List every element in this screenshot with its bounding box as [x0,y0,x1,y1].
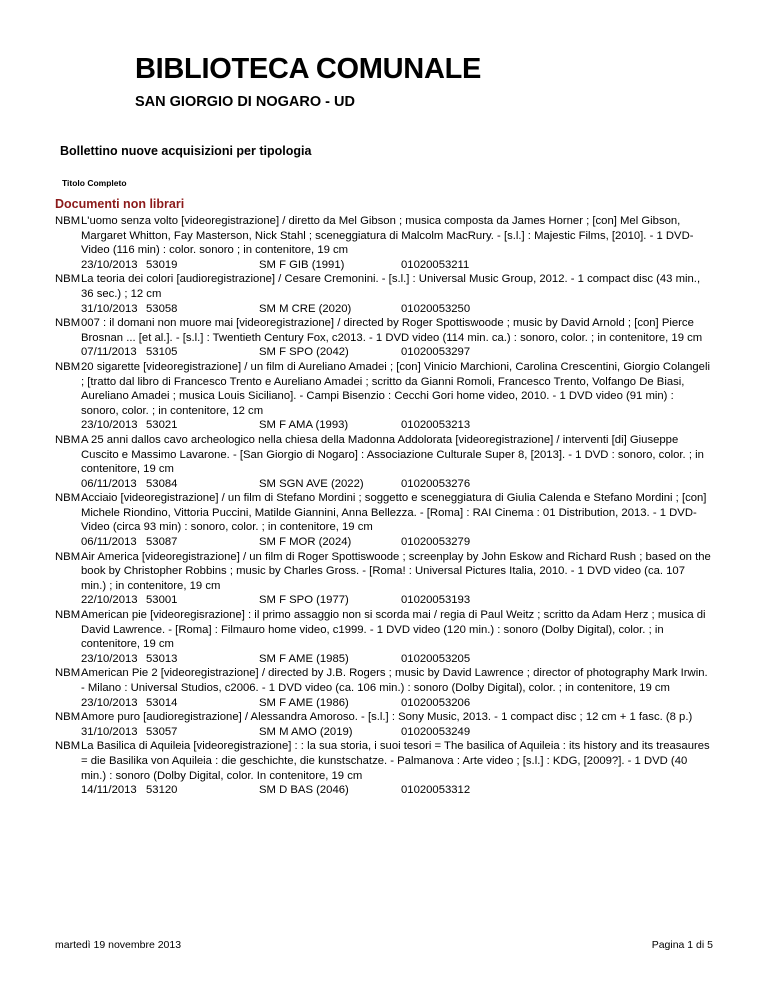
record-meta [81,593,768,608]
record-inventory: 53019 [146,258,178,271]
record-collocation: SM M CRE (2020) [259,302,352,315]
record-entry [0,710,768,739]
record-type: NBM [55,273,81,286]
record-date: 06/11/2013 [81,536,137,549]
record-date: 22/10/2013 [81,594,138,607]
record-date: 06/11/2013 [81,477,137,490]
record-collocation: SM F AMA (1993) [259,419,349,432]
footer-date: martedì 19 novembre 2013 [55,939,182,951]
record-description: La teoria dei colori [audioregistrazione] / Cesare Cremonini. - [s.l.] : Universal Music Group, 2012. - 1 compact disc (43 min., 36 sec.) ; 12 cm [81,273,701,300]
record-meta [81,535,768,550]
record-meta [81,258,768,273]
record-code: 01020053312 [401,784,471,797]
record-date: 23/10/2013 [81,258,138,271]
record-description: Amore puro [audioregistrazione] / Alessandra Amoroso. - [s.l.] : Sony Music, 2013. - 1 compact disc ; 12 cm + 1 fasc. (8 p.) [81,711,693,724]
record-entry [0,608,768,666]
record-entry [0,360,768,433]
library-title: BIBLIOTECA COMUNALE [135,53,482,85]
record-entry [0,550,768,608]
record-type: NBM [55,492,81,505]
record-code: 01020053213 [401,419,471,432]
record-collocation: SM F AME (1986) [259,696,349,709]
record-date: 14/11/2013 [81,784,137,797]
record-code: 01020053211 [401,258,470,271]
record-meta [81,725,768,740]
record-type: NBM [55,360,81,373]
record-description: A 25 anni dallos cavo archeologico nella chiesa della Madonna Addolorata [videoregistrazione] / interventi [di] Giuseppe Cuscito e Massimo Lavarone. - [San Giorgio di Nogaro] : Associazione Culturale Super 8, [2013]. - 1 DVD : sonoro, color. ; in contenitore, 19 cm [81,433,704,476]
record-code: 01020053193 [401,594,471,607]
record-type: NBM [55,550,81,563]
record-description: American Pie 2 [videoregistrazione] / directed by J.B. Rogers ; music by David Lawrence ; director of photography Mark Irwin. - Milano : Universal Studios, c2006. - 1 DVD video (ca. 106 min.) : sonoro (Dolby Digital), color. ; in contenitore, 19 cm [81,667,708,694]
record-inventory: 53001 [146,594,178,607]
library-location: SAN GIORGIO DI NOGARO - UD [135,94,355,110]
record-date: 31/10/2013 [81,725,138,738]
record-code: 01020053250 [401,302,471,315]
record-type: NBM [55,740,81,753]
record-inventory: 53021 [146,419,178,432]
record-inventory: 53120 [146,784,178,797]
record-description: American pie [videoregisrazione] : il primo assaggio non si scorda mai / regia di Paul Weitz ; scritto da Adam Herz ; musica di David Lawrence. - [Roma] : Filmauro home video, c1999. - 1 DVD video (120 min.) : sonoro (Dolby Digital), color. ; in contenitore, 19 cm [81,609,706,651]
record-inventory: 53084 [146,477,178,490]
record-description: Acciaio [videoregistrazione] / un film di Stefano Mordini ; soggetto e sceneggiatura di Giulia Calenda e Stefano Mordini ; [con] Michele Riondino, Vittoria Puccini, Matilde Giannini, Anna Bellezza. - [Roma] : RAI Cinema : 01 Distribution, 2013. - 1 DVD-Video (circa 93 min) : sonoro, color. ; in contenitore, 19 cm [81,492,707,534]
page-number: Pagina 1 di 5 [651,939,713,951]
bulletin-title: Bollettino nuove acquisizioni per tipologia [60,144,312,158]
record-code: 01020053249 [401,725,471,738]
record-code: 01020053279 [401,536,471,549]
record-meta [81,696,768,711]
record-entry [0,491,768,549]
record-entry [0,214,768,272]
record-date: 23/10/2013 [81,419,138,432]
record-inventory: 53013 [146,652,178,665]
record-inventory: 53105 [146,346,178,359]
record-entry [0,433,768,491]
record-date: 23/10/2013 [81,696,138,709]
record-meta [81,345,768,360]
record-collocation: SM F SPO (2042) [259,346,349,359]
records-list [0,214,768,798]
record-meta [81,783,768,798]
record-collocation: SM F AME (1985) [259,652,349,665]
record-date: 31/10/2013 [81,302,138,315]
record-entry [0,316,768,360]
record-collocation: SM M AMO (2019) [259,725,353,738]
record-inventory: 53014 [146,696,178,709]
record-type: NBM [55,667,81,680]
record-inventory: 53057 [146,725,178,738]
record-meta [81,652,768,667]
record-description: L'uomo senza volto [videoregistrazione] / diretto da Mel Gibson ; musica composta da James Horner ; [con] Mel Gibson, Margaret Whitton, Fay Masterson, Nick Stahl ; sceneggiatura di Malcolm MacRury. - [s.l.] : Majestic Films, [2010]. - 1 DVD-Video (116 min) : color. sonoro ; in contenitore, 19 cm [81,215,694,257]
record-code: 01020053205 [401,652,471,665]
record-date: 07/11/2013 [81,346,137,359]
record-meta [81,418,768,433]
record-date: 23/10/2013 [81,652,138,665]
record-type: NBM [55,215,81,227]
field-label: Titolo Completo [62,178,127,188]
record-inventory: 53058 [146,302,178,315]
record-type: NBM [55,609,81,622]
record-type: NBM [55,433,81,446]
record-entry [0,272,768,316]
record-entry [0,739,768,797]
record-meta [81,302,768,317]
record-type: NBM [55,711,81,724]
record-description: La Basilica di Aquileia [videoregistrazione] : : la sua storia, i suoi tesori = The basilica of Aquileia : its history and its treasaures = die Basilika von Aquileia : die geschichte, die kunstschatze. - Palmanova : Arte video ; [s.l.] : KDG, [2009?]. - 1 DVD (40 min.) : sonoro (Dolby Digital, color. In contenitore, 19 cm [81,740,710,782]
record-entry [0,666,768,710]
record-description: 007 : il domani non muore mai [videoregistrazione] / directed by Roger Spottiswoode ; music by David Arnold ; [con] Pierce Brosnan ... [et al.]. - [s.l.] : Twentieth Century Fox, c2013. - 1 DVD video (114 min. ca.) : sonoro, color. ; in contenitore, 19 cm [81,317,703,344]
record-inventory: 53087 [146,536,178,549]
record-description: 20 sigarette [videoregistrazione] / un film di Aureliano Amadei ; [con] Vinicio Marchioni, Carolina Crescentini, Giorgio Colangeli ; [tratto dal libro di Francesco Trento e Aureliano Amadei ; scritto da Gianni Romoli, Francesco Trento, Volfango De Biasi, Aureliano Amadei ; musica Louis Siciliano]. - Campi Bisenzio : Cecchi Gori home video, 2010. - 1 DVD video (91 min) : sonoro, color. ; in contenitore, 12 cm [81,360,710,417]
record-collocation: SM F MOR (2024) [259,536,352,549]
record-collocation: SM SGN AVE (2022) [259,477,364,490]
report-header [135,52,481,110]
record-code: 01020053276 [401,477,471,490]
record-collocation: SM D BAS (2046) [259,784,349,797]
record-meta [81,477,768,492]
record-type: NBM [55,317,81,330]
record-code: 01020053297 [401,346,471,359]
section-title: Documenti non librari [55,197,185,211]
record-collocation: SM F SPO (1977) [259,594,349,607]
record-collocation: SM F GIB (1991) [259,258,345,271]
record-code: 01020053206 [401,696,471,709]
record-description: Air America [videoregistrazione] / un film di Roger Spottiswoode ; screenplay by John Eskow and Richard Rush ; based on the book by Christopher Robbins ; music by Charles Gross. - [Roma! : Universal Pictures Italia, 2010. - 1 DVD video (ca. 107 min.) ; in contenitore, 19 cm [81,550,711,592]
